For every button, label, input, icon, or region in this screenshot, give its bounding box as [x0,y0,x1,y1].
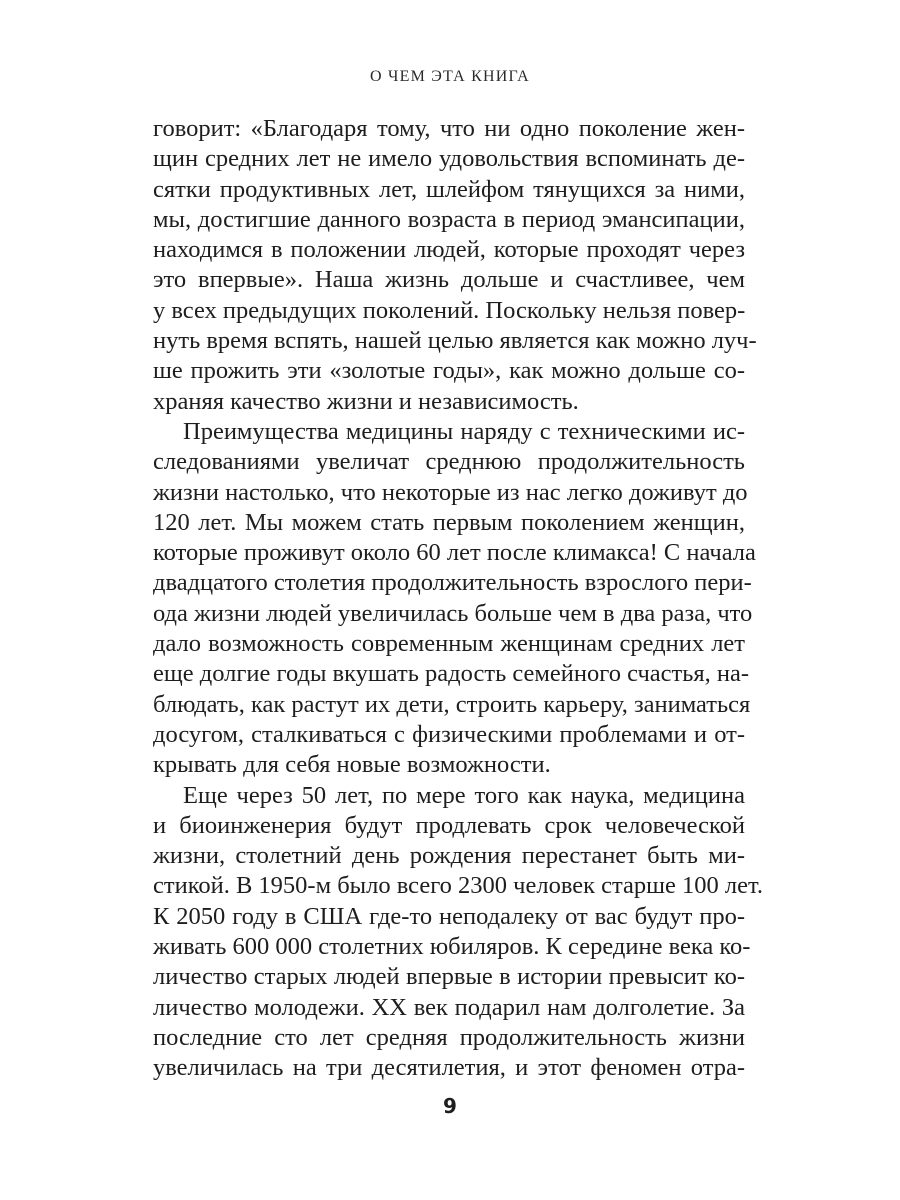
text-line: стикой. В 1950-м было всего 2300 человек старше 100 лет. [153,872,763,900]
text-line: жизни настолько, что некоторые из нас легко доживут до [153,478,748,506]
text-line: личество молодежи. XX век подарил нам долголетие. За [153,993,745,1021]
text-line: у всех предыдущих поколений. Поскольку нельзя повер- [153,296,746,324]
running-head: О ЧЕМ ЭТА КНИГА [370,68,530,85]
text-line: это впервые». Наша жизнь дольше и счастливее, чем [153,266,745,294]
text-line: следованиями увеличат среднюю продолжительность [153,448,745,476]
text-line: Преимущества медицины наряду с техническими ис- [183,417,745,445]
text-line: К 2050 году в США где-то неподалеку от вас будут про- [153,902,745,930]
body-text [153,114,763,1084]
text-line: ше прожить эти «золотые годы», как можно дольше со- [153,357,745,385]
text-line: сятки продуктивных лет, шлейфом тянущихся за ними, [153,175,745,203]
text-line: увеличилась на три десятилетия, и этот феномен отра- [153,1054,745,1082]
text-line: личество старых людей впервые в истории превысит ко- [153,963,745,991]
text-line: мы, достигшие данного возраста в период эмансипации, [153,205,745,233]
text-line: храняя качество жизни и независимость. [153,387,579,415]
text-line: живать 600 000 столетних юбиляров. К середине века ко- [153,933,751,961]
text-line: еще долгие годы вкушать радость семейного счастья, на- [153,660,750,688]
text-line: блюдать, как растут их дети, строить карьеру, заниматься [153,690,751,718]
text-line: Еще через 50 лет, по мере того как наука, медицина [183,781,745,809]
text-line: находимся в положении людей, которые проходят через [153,236,745,264]
text-line: жизни, столетний день рождения перестанет быть ми- [153,842,745,870]
text-line: крывать для себя новые возможности. [153,751,551,779]
text-line: дало возможность современным женщинам средних лет [153,630,745,658]
text-line: 120 лет. Мы можем стать первым поколением женщин, [153,508,745,536]
page-number: 9 [443,1094,457,1118]
text-line: нуть время вспять, нашей целью является как можно луч- [153,327,757,355]
text-line: двадцатого столетия продолжительность взрослого пери- [153,569,752,597]
text-line: ода жизни людей увеличилась больше чем в два раза, что [153,599,753,627]
text-line: досугом, сталкиваться с физическими проблемами и от- [153,720,745,748]
text-line: говорит: «Благодаря тому, что ни одно поколение жен- [153,115,745,142]
text-line: которые проживут около 60 лет после климакса! С начала [153,539,756,567]
text-line: щин средних лет не имело удовольствия вспоминать де- [153,145,745,173]
text-line: последние сто лет средняя продолжительность жизни [153,1023,745,1051]
text-line: и биоинженерия будут продлевать срок человеческой [153,811,745,839]
